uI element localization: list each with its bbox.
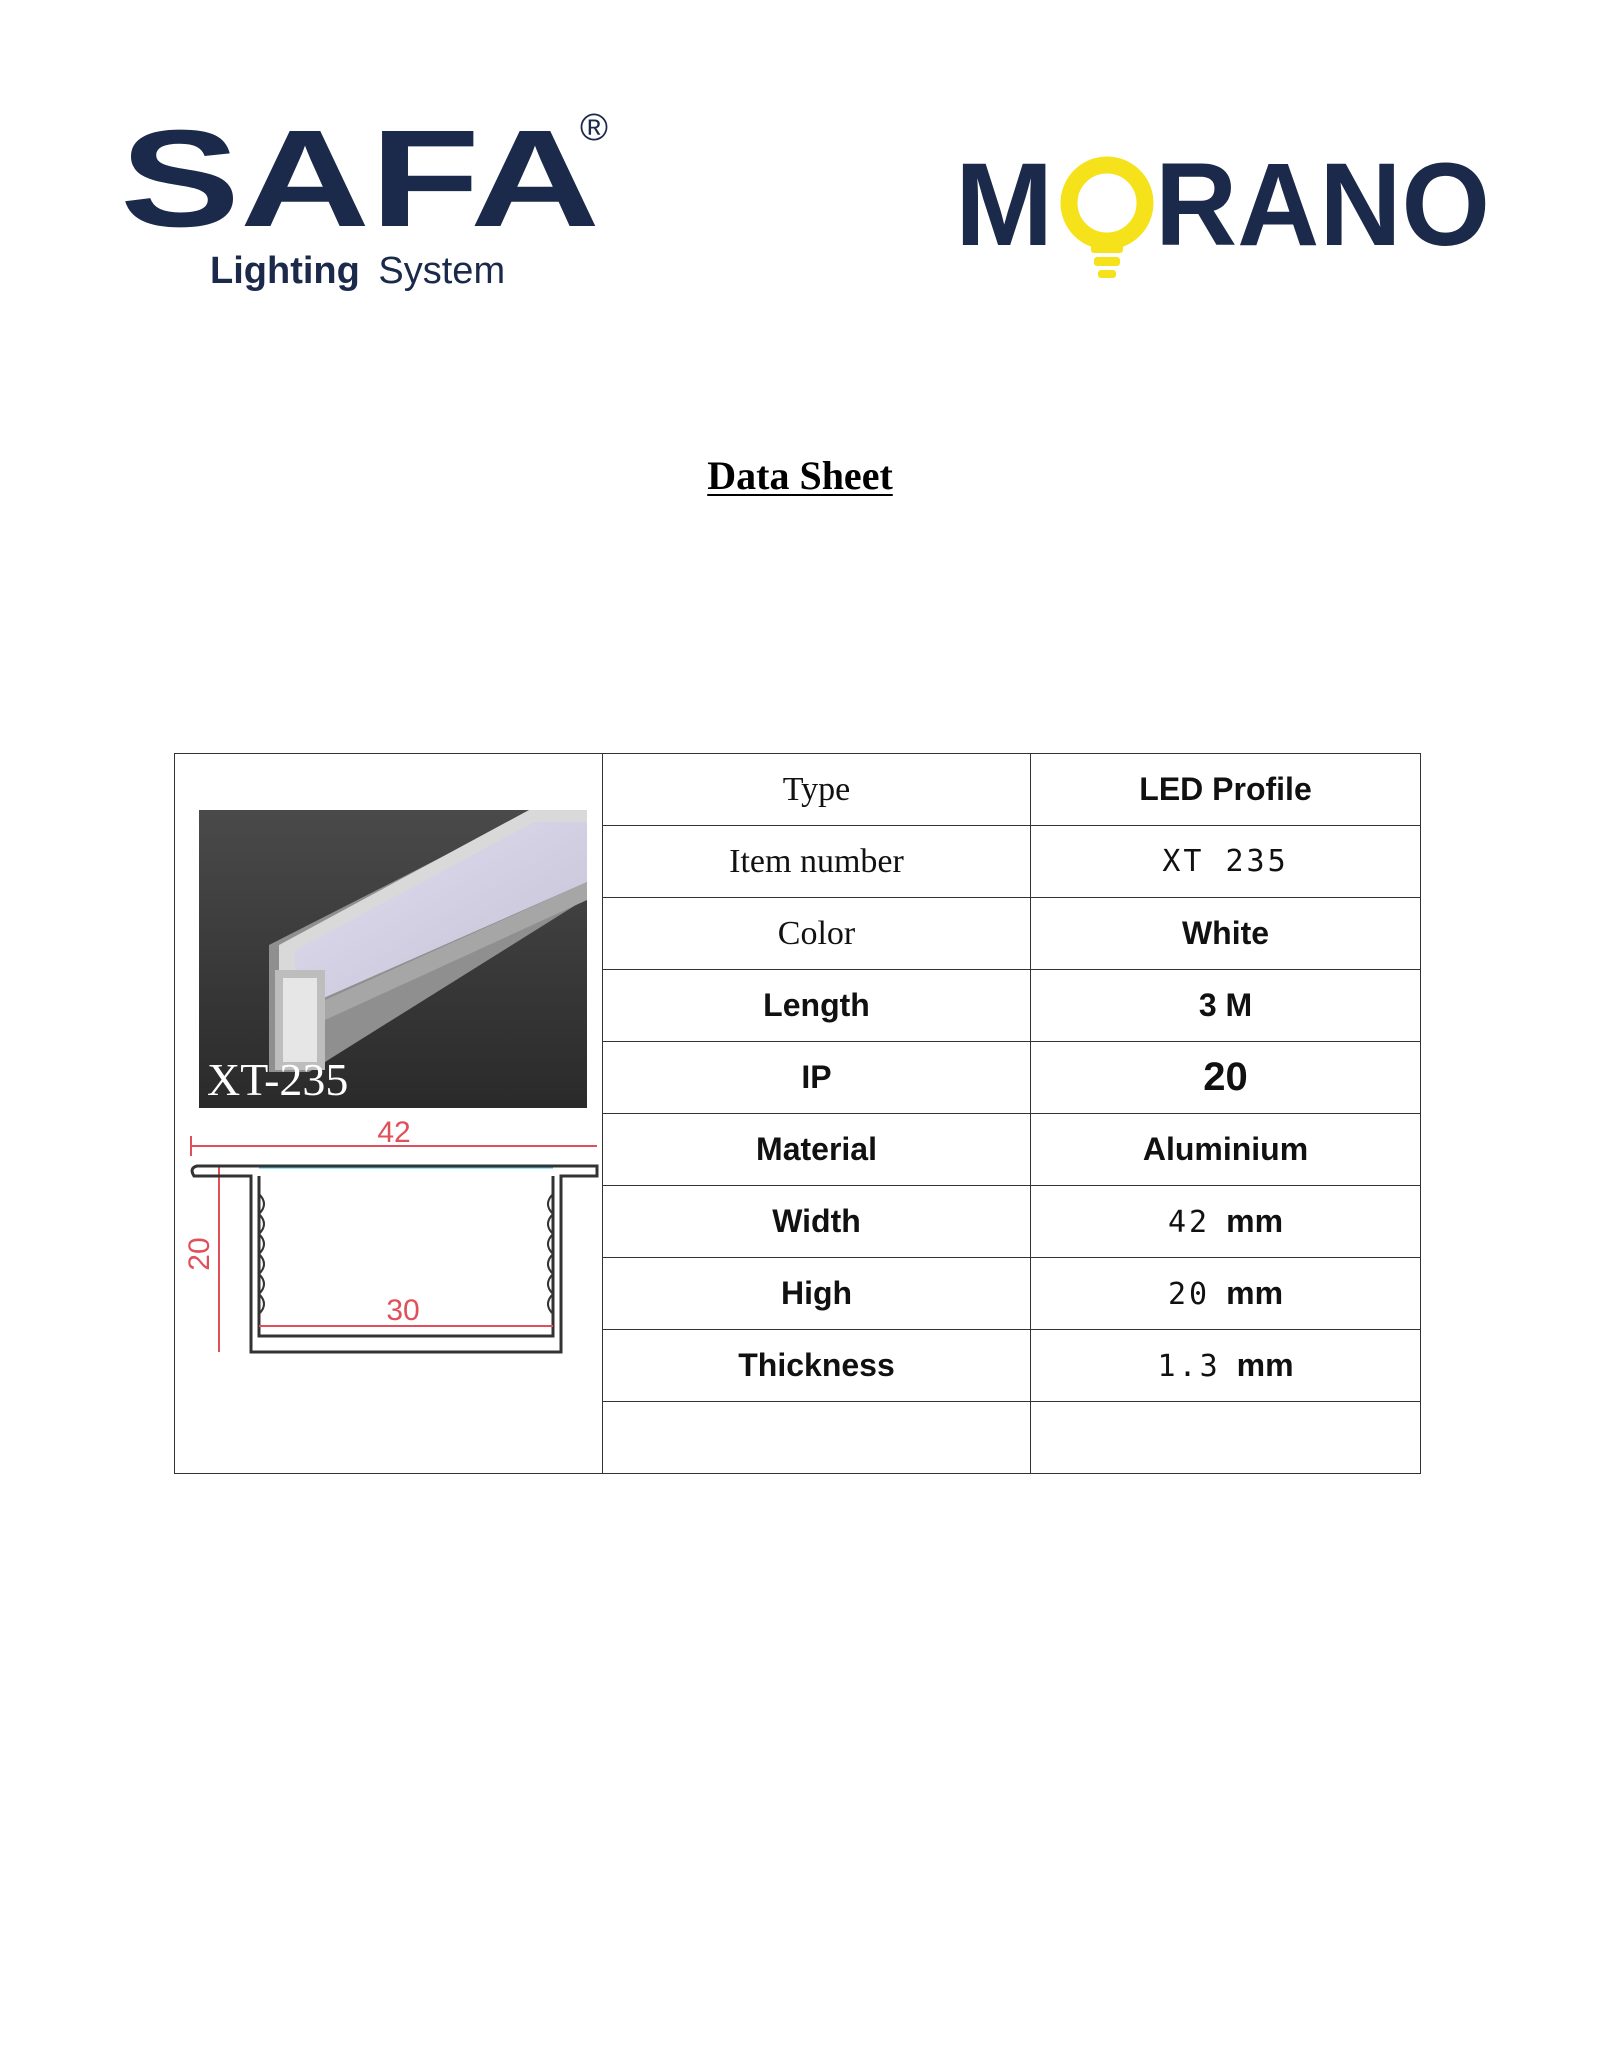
- spec-unit-thickness: mm: [1236, 1347, 1294, 1383]
- spec-label-type: Type: [603, 754, 1031, 826]
- spec-label-ip: IP: [603, 1042, 1031, 1114]
- lightbulb-icon: [1069, 165, 1145, 278]
- spec-label-high: High: [603, 1258, 1031, 1330]
- spec-value-type: LED Profile: [1031, 754, 1421, 826]
- drawing-inner-width-label: 30: [386, 1294, 420, 1327]
- spec-value-length: 3 M: [1031, 970, 1421, 1042]
- spec-label-width: Width: [603, 1186, 1031, 1258]
- spec-value-material: Aluminium: [1031, 1114, 1421, 1186]
- spec-label-item-number: Item number: [603, 826, 1031, 898]
- spec-value-thickness-cell: [1031, 1330, 1421, 1402]
- spec-value-width-cell: [1031, 1186, 1421, 1258]
- spec-value-high-cell: [1031, 1258, 1421, 1330]
- drawing-width-label: 42: [377, 1116, 411, 1149]
- spec-unit-high: mm: [1226, 1275, 1284, 1311]
- safa-registered-mark: ®: [580, 107, 608, 149]
- spec-label-color: Color: [603, 898, 1031, 970]
- morano-logo: [955, 139, 1495, 285]
- safa-tagline: [210, 250, 505, 292]
- spec-label-empty: [603, 1402, 1031, 1474]
- spec-label-length: Length: [603, 970, 1031, 1042]
- product-photo: [199, 810, 587, 1108]
- spec-unit-width: mm: [1226, 1203, 1284, 1239]
- table-row: [175, 754, 1421, 826]
- morano-logo-rest: RANO: [1155, 139, 1490, 271]
- safa-logo-wordmark: SAFA: [120, 102, 600, 256]
- safa-tagline-rest: System: [378, 250, 506, 292]
- safa-logo: [120, 102, 620, 298]
- spec-value-item-number: XT 235: [1031, 826, 1421, 898]
- spec-value-ip: 20: [1031, 1042, 1421, 1114]
- spec-value-thickness: 1.3: [1157, 1349, 1221, 1384]
- spec-value-high: 20: [1167, 1277, 1211, 1312]
- morano-logo-m: M: [955, 139, 1054, 271]
- product-image-cell: [175, 754, 603, 1474]
- spec-value-empty: [1031, 1402, 1421, 1474]
- spec-label-thickness: Thickness: [603, 1330, 1031, 1402]
- page-title: Data Sheet: [707, 453, 893, 498]
- spec-label-material: Material: [603, 1114, 1031, 1186]
- spec-value-color: White: [1031, 898, 1421, 970]
- drawing-height-label: 20: [183, 1237, 216, 1271]
- spec-table: [174, 753, 1421, 1474]
- spec-value-width: 42: [1167, 1205, 1211, 1240]
- profile-cross-section-drawing: [183, 1116, 599, 1364]
- product-photo-caption: XT-235: [207, 1054, 349, 1105]
- safa-tagline-bold: Lighting: [210, 250, 360, 292]
